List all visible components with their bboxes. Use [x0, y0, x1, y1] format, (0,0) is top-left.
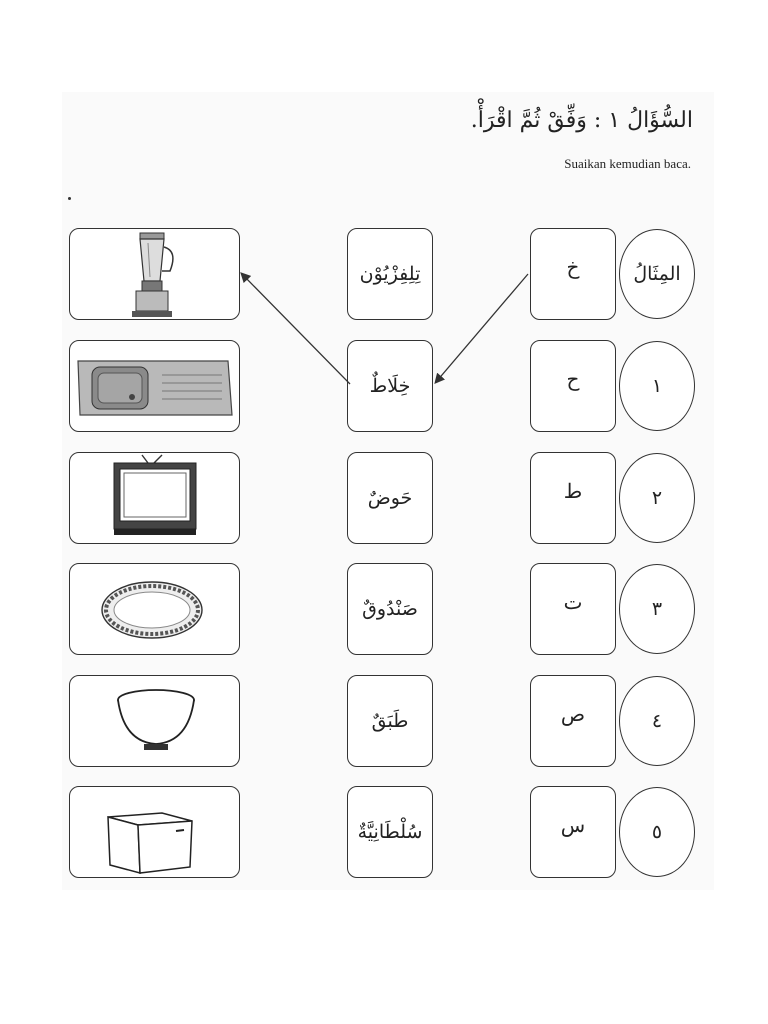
letter-card[interactable]: ط	[530, 452, 616, 544]
word-card[interactable]: حَوضٌ	[347, 452, 433, 544]
picture-box-bowl[interactable]	[69, 675, 240, 767]
word-card[interactable]: خِلَاطٌ	[347, 340, 433, 432]
number-circle: ٣	[619, 564, 695, 654]
plate-icon	[70, 564, 238, 654]
number-circle: المِثَالُ	[619, 229, 695, 319]
letter-card[interactable]: س	[530, 786, 616, 878]
number-circle: ٢	[619, 453, 695, 543]
letter-card[interactable]: ت	[530, 563, 616, 655]
question-title: السُّؤَالُ ١ : وَفِّقْ ثُمَّ اقْرَأْ.	[470, 108, 693, 133]
picture-box-television[interactable]	[69, 452, 240, 544]
letter-card[interactable]: ص	[530, 675, 616, 767]
word-card[interactable]: صَنْدُوقٌ	[347, 563, 433, 655]
word-card[interactable]: طَبَقٌ	[347, 675, 433, 767]
picture-box-box[interactable]	[69, 786, 240, 878]
bowl-icon	[70, 676, 238, 766]
letter-card[interactable]: خ	[530, 228, 616, 320]
instruction-subtitle: Suaikan kemudian baca.	[564, 156, 691, 171]
word-card[interactable]: سُلْطَانِيَّةٌ	[347, 786, 433, 878]
number-circle: ٥	[619, 787, 695, 877]
number-circle: ١	[619, 341, 695, 431]
sink-icon	[70, 341, 238, 431]
number-circle: ٤	[619, 676, 695, 766]
picture-box-sink[interactable]	[69, 340, 240, 432]
television-icon	[70, 453, 238, 543]
letter-card[interactable]: ح	[530, 340, 616, 432]
picture-box-plate[interactable]	[69, 563, 240, 655]
stray-mark	[68, 197, 71, 200]
word-card[interactable]: تِلِفِزْيُوْن	[347, 228, 433, 320]
box-icon	[70, 787, 238, 877]
blender-icon	[70, 229, 238, 319]
picture-box-blender[interactable]	[69, 228, 240, 320]
